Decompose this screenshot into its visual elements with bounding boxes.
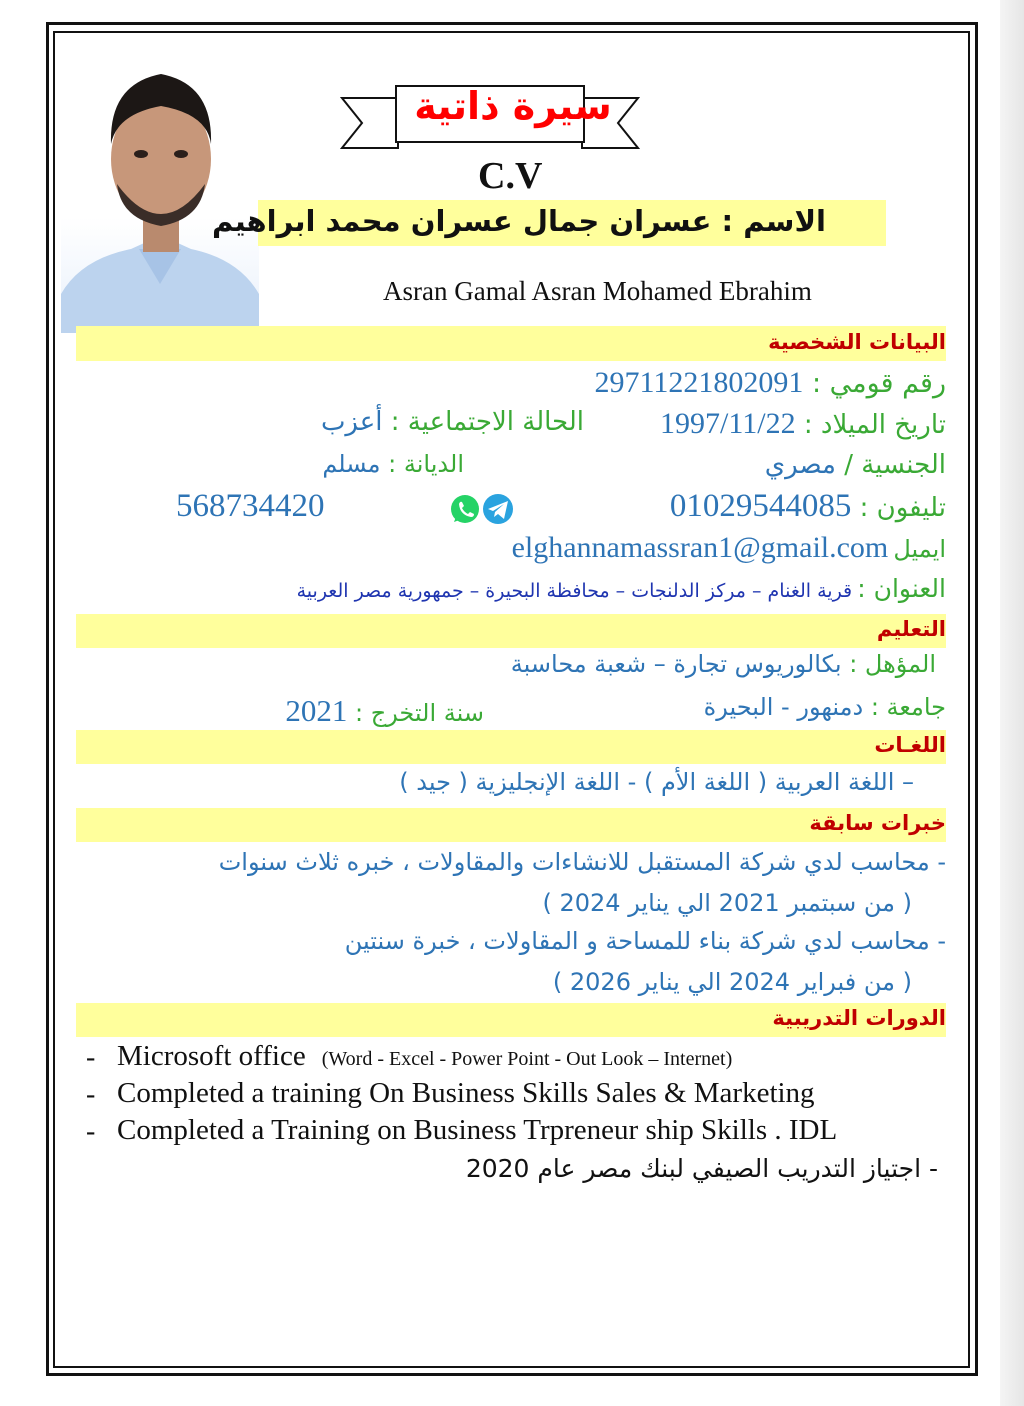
marital-value: أعزب: [320, 407, 383, 437]
national-id-label: رقم قومي :: [812, 368, 946, 399]
university-row: [704, 693, 946, 721]
cv-label: C.V: [478, 155, 543, 197]
messaging-icons: [448, 492, 518, 526]
education-heading-bar: [76, 614, 946, 648]
education-heading: التعليم: [876, 617, 946, 641]
languages-heading: اللغـات: [874, 733, 946, 757]
qualification-value: بكالوريوس تجارة – شعبة محاسبة: [510, 650, 842, 678]
religion-value: مسلم: [322, 450, 381, 478]
course-item-2: Completed a training On Business Skills Sales & Marketing: [117, 1077, 815, 1109]
dob-row: [660, 407, 946, 441]
address-label: العنوان :: [857, 574, 946, 603]
religion-label: الديانة :: [388, 450, 464, 478]
cv-title-arabic: سيرة ذاتية: [414, 84, 612, 128]
experience-1-line1: - محاسب لدي شركة المستقبل للانشاءات والمقاولات ، خبره ثلاث سنوات: [218, 848, 946, 876]
page-edge-shadow: [1000, 0, 1024, 1406]
dob-value: 1997/11/22: [660, 407, 796, 440]
nationality-row: [765, 450, 946, 480]
telegram-icon: [483, 494, 513, 524]
grad-year-value: 2021: [285, 693, 348, 728]
experience-2-line1: - محاسب لدي شركة بناء للمساحة و المقاولات ، خبرة سنتين: [344, 927, 946, 955]
course-dash-1: -: [86, 1042, 96, 1073]
experience-heading: خبرات سابقة: [809, 811, 946, 835]
address-row: [297, 574, 946, 603]
national-id-value: 29711221802091: [594, 366, 804, 399]
nationality-value: مصري: [764, 450, 836, 480]
course-item-1-main: Microsoft office: [117, 1040, 306, 1072]
name-value: عسران جمال عسران محمد ابراهيم: [211, 204, 712, 238]
course-dash-2: -: [86, 1079, 96, 1110]
personal-heading: البيانات الشخصية: [768, 330, 946, 354]
profile-photo: [61, 44, 259, 333]
course-item-3: Completed a Training on Business Trpreneur ship Skills . IDL: [117, 1114, 838, 1146]
experience-2-line2: ( من فبراير 2024 الي يناير 2026 ): [552, 968, 912, 996]
qualification-label: المؤهل :: [849, 650, 936, 678]
university-label: جامعة :: [870, 693, 946, 721]
full-name-english: Asran Gamal Asran Mohamed Ebrahim: [383, 276, 812, 306]
marital-row: [321, 407, 584, 437]
national-id-row: [595, 366, 946, 400]
nationality-label: الجنسية /: [844, 450, 946, 480]
address-value: قرية الغنام – مركز الدلنجات – محافظة البحيرة – جمهورية مصر العربية: [296, 580, 853, 602]
phone-label: تليفون :: [859, 493, 946, 523]
email-value: elghannamassran1@gmail.com: [511, 531, 889, 564]
dob-label: تاريخ الميلاد :: [803, 410, 946, 440]
religion-row: [322, 450, 464, 478]
full-name-arabic: [212, 204, 826, 238]
grad-year-row: [285, 693, 484, 729]
course-item-1-sub: (Word - Excel - Power Point - Out Look – Internet): [321, 1048, 733, 1070]
phone-row: [670, 488, 946, 525]
email-row: [512, 531, 946, 565]
languages-line: – اللغة العربية ( اللغة الأم ) - اللغة الإنجليزية ( جيد ): [399, 768, 914, 796]
courses-heading: الدورات التدريبية: [772, 1006, 946, 1030]
university-value: دمنهور - البحيرة: [703, 693, 864, 721]
course-item-1: [117, 1040, 732, 1073]
email-label: ايميل: [893, 535, 946, 563]
phone-secondary: 568734420: [176, 488, 325, 524]
grad-year-label: سنة التخرج :: [354, 699, 484, 727]
course-dash-3: -: [86, 1116, 96, 1147]
marital-label: الحالة الاجتماعية :: [390, 407, 584, 437]
languages-heading-bar: [76, 730, 946, 764]
phone-value: 01029544085: [669, 488, 852, 524]
course-item-4: - اجتياز التدريب الصيفي لبنك مصر عام 2020: [465, 1154, 938, 1183]
whatsapp-icon: [451, 495, 479, 523]
experience-1-line2: ( من سبتمبر 2021 الي يناير 2024 ): [542, 889, 912, 917]
qualification-row: [511, 650, 936, 678]
name-label: الاسم :: [721, 204, 826, 238]
